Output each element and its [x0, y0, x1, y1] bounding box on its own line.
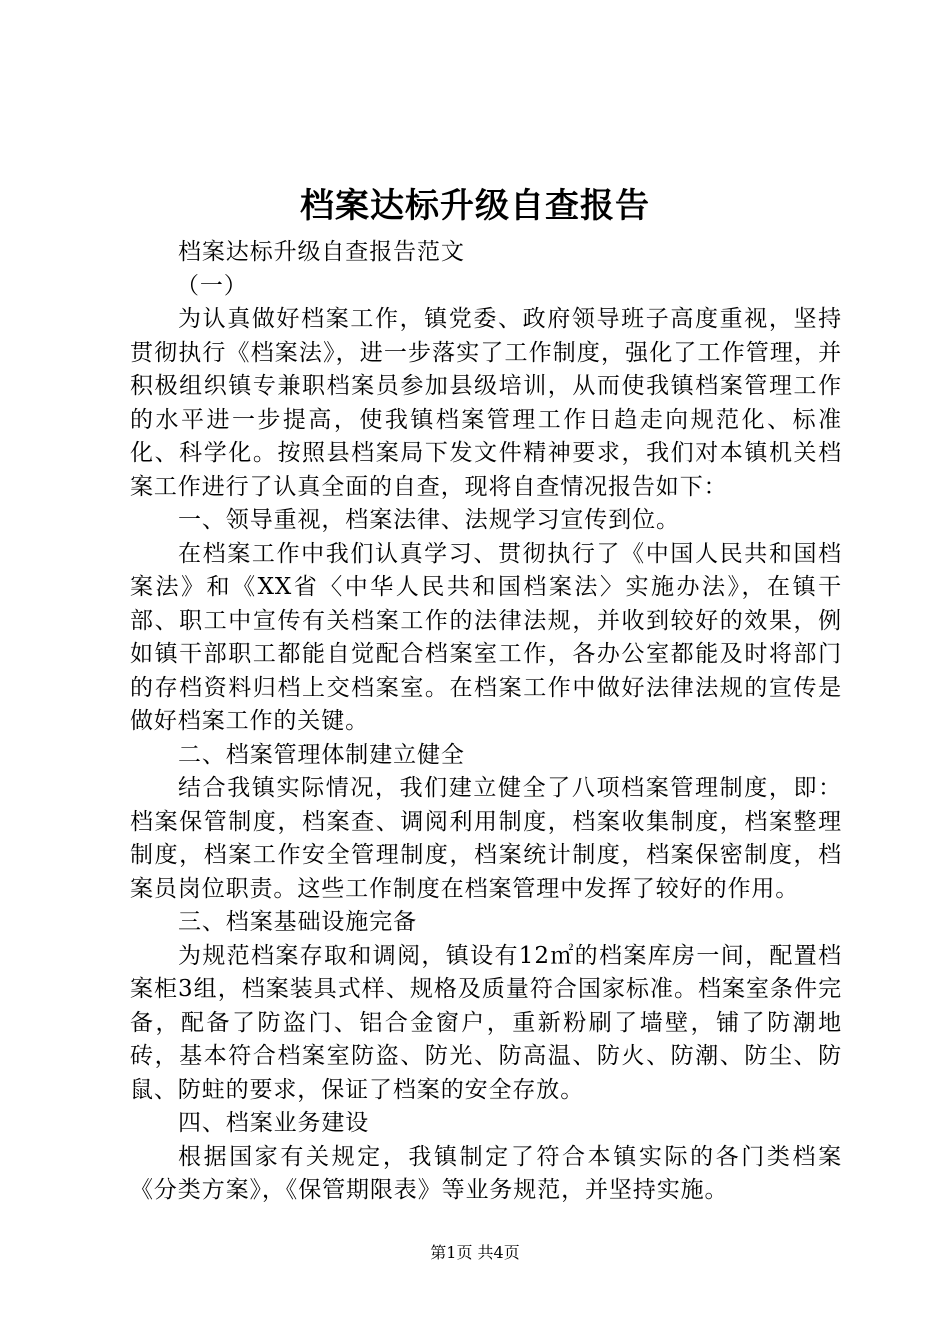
section-heading-3: 三、档案基础设施完备	[178, 909, 417, 935]
page-footer: 第1页 共4页	[430, 1243, 520, 1262]
section-heading-2: 二、档案管理体制建立健全	[178, 741, 465, 768]
document-title: 档案达标升级自查报告	[300, 186, 650, 226]
document-subtitle: 档案达标升级自查报告范文	[178, 239, 465, 265]
paragraph-section-1: 在档案工作中我们认真学习、贯彻执行了《中国人民共和国档案法》和《XX省〈中华人民共和国档案法〉实施办法》，在镇干部、职工中宣传有关档案工作的法律法规，并收到较好的效果，例如镇干部职工都能自觉配合档案室工作，各办公室都能及时将部门的存档资料归档上交档案室。在档案工作中做好法律法规的宣传是做好档案工作的关键。	[130, 540, 842, 734]
paragraph-section-2: 结合我镇实际情况，我们建立健全了八项档案管理制度，即：档案保管制度，档案查、调阅利用制度，档案收集制度，档案整理制度，档案工作安全管理制度，档案统计制度，档案保密制度，档案员岗位职责。这些工作制度在档案管理中发挥了较好的作用。	[130, 775, 842, 902]
paragraph-section-4: 根据国家有关规定，我镇制定了符合本镇实际的各门类档案《分类方案》，《保管期限表》等业务规范，并坚持实施。	[130, 1143, 842, 1203]
section-heading-4: 四、档案业务建设	[178, 1110, 370, 1136]
part-number: （一）	[176, 272, 248, 299]
paragraph-section-3: 为规范档案存取和调阅，镇设有12㎡的档案库房一间，配置档案柜3组，档案装具式样、规格及质量符合国家标准。档案室条件完备，配备了防盗门、铝合金窗户，重新粉刷了墙壁，铺了防潮地砖，基本符合档案室防盗、防光、防高温、防火、防潮、防尘、防鼠、防蛀的要求，保证了档案的安全存放。	[130, 942, 842, 1103]
paragraph-intro: 为认真做好档案工作，镇党委、政府领导班子高度重视，坚持贯彻执行《档案法》，进一步落实了工作制度，强化了工作管理，并积极组织镇专兼职档案员参加县级培训，从而使我镇档案管理工作的水平进一步提高，使我镇档案管理工作日趋走向规范化、标准化、科学化。按照县档案局下发文件精神要求，我们对本镇机关档案工作进行了认真全面的自查，现将自查情况报告如下：	[130, 306, 842, 500]
section-heading-1: 一、领导重视，档案法律、法规学习宣传到位。	[178, 507, 680, 533]
document-body	[130, 236, 842, 1208]
